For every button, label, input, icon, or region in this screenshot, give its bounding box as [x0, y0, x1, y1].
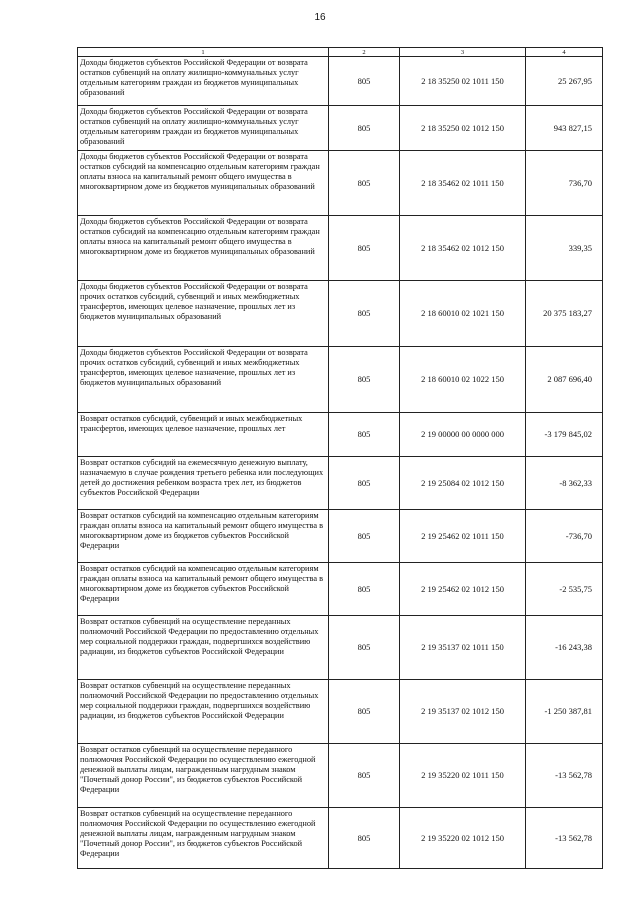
row-budget-classification-code: 2 18 60010 02 1021 150: [400, 281, 526, 347]
row-description: Доходы бюджетов субъектов Российской Федерации от возврата остатков субсидий на компенсацию отдельным категориям граждан оплаты взноса на капитальный ремонт общего имущества в многоквартирном доме из бюджетов муниципальных образований: [78, 216, 329, 281]
table-row: [78, 744, 603, 808]
table-row: [78, 57, 603, 106]
budget-revenue-table: [77, 47, 603, 869]
row-admin-code: 805: [329, 457, 400, 510]
row-amount: -2 535,75: [526, 563, 603, 616]
row-admin-code: 805: [329, 616, 400, 680]
table-row: [78, 808, 603, 869]
table-row: [78, 457, 603, 510]
row-amount: 339,35: [526, 216, 603, 281]
row-admin-code: 805: [329, 281, 400, 347]
column-header-2: 2: [329, 48, 400, 57]
row-description: Возврат остатков субвенций на осуществление переданного полномочия Российской Федерации по осуществлению ежегодной денежной выплаты лицам, награжденным нагрудным знаком "Почетный донор России", из бюджетов субъектов Российской Федерации: [78, 808, 329, 869]
row-description: Возврат остатков субсидий на компенсацию отдельным категориям граждан оплаты взноса на капитальный ремонт общего имущества в многоквартирном доме из бюджетов субъектов Российской Федерации: [78, 510, 329, 563]
row-admin-code: 805: [329, 57, 400, 106]
row-budget-classification-code: 2 18 60010 02 1022 150: [400, 347, 526, 413]
row-description: Возврат остатков субвенций на осуществление переданных полномочий Российской Федерации по предоставлению отдельных мер социальной поддержки граждан, подвергшихся воздействию радиации, из бюджетов субъектов Российской Федерации: [78, 616, 329, 680]
row-admin-code: 805: [329, 563, 400, 616]
row-amount: -3 179 845,02: [526, 413, 603, 457]
row-amount: -13 562,78: [526, 808, 603, 869]
table-row: [78, 347, 603, 413]
row-description: Доходы бюджетов субъектов Российской Федерации от возврата прочих остатков субсидий, субвенций и иных межбюджетных трансфертов, имеющих целевое назначение, прошлых лет из бюджетов муниципальных образований: [78, 281, 329, 347]
table-header-row: [78, 48, 603, 57]
row-description: Возврат остатков субвенций на осуществление переданного полномочия Российской Федерации по осуществлению ежегодной денежной выплаты лицам, награжденным нагрудным знаком "Почетный донор России", из бюджетов субъектов Российской Федерации: [78, 744, 329, 808]
row-amount: 943 827,15: [526, 106, 603, 151]
row-budget-classification-code: 2 19 35220 02 1011 150: [400, 744, 526, 808]
page-number: 16: [314, 12, 326, 23]
row-amount: 25 267,95: [526, 57, 603, 106]
table-row: [78, 151, 603, 216]
row-amount: -736,70: [526, 510, 603, 563]
row-budget-classification-code: 2 19 35220 02 1012 150: [400, 808, 526, 869]
column-header-4: 4: [526, 48, 603, 57]
row-amount: -13 562,78: [526, 744, 603, 808]
table-row: [78, 216, 603, 281]
table-row: [78, 281, 603, 347]
row-description: Доходы бюджетов субъектов Российской Федерации от возврата остатков субвенций на оплату жилищно-коммунальных услуг отдельным категориям граждан из бюджетов муниципальных образований: [78, 106, 329, 151]
table-row: [78, 563, 603, 616]
table-row: [78, 616, 603, 680]
row-budget-classification-code: 2 18 35462 02 1012 150: [400, 216, 526, 281]
row-admin-code: 805: [329, 680, 400, 744]
row-admin-code: 805: [329, 216, 400, 281]
row-budget-classification-code: 2 19 25084 02 1012 150: [400, 457, 526, 510]
row-admin-code: 805: [329, 808, 400, 869]
row-budget-classification-code: 2 19 35137 02 1012 150: [400, 680, 526, 744]
row-description: Возврат остатков субсидий на компенсацию отдельным категориям граждан оплаты взноса на капитальный ремонт общего имущества в многоквартирном доме из бюджетов субъектов Российской Федерации: [78, 563, 329, 616]
row-description: Доходы бюджетов субъектов Российской Федерации от возврата остатков субсидий на компенсацию отдельным категориям граждан оплаты взноса на капитальный ремонт общего имущества в многоквартирном доме из бюджетов муниципальных образований: [78, 151, 329, 216]
row-description: Доходы бюджетов субъектов Российской Федерации от возврата прочих остатков субсидий, субвенций и иных межбюджетных трансфертов, имеющих целевое назначение, прошлых лет из бюджетов муниципальных образований: [78, 347, 329, 413]
row-budget-classification-code: 2 19 00000 00 0000 000: [400, 413, 526, 457]
row-amount: 736,70: [526, 151, 603, 216]
row-admin-code: 805: [329, 347, 400, 413]
row-admin-code: 805: [329, 151, 400, 216]
row-amount: 20 375 183,27: [526, 281, 603, 347]
row-budget-classification-code: 2 19 25462 02 1012 150: [400, 563, 526, 616]
row-amount: -8 362,33: [526, 457, 603, 510]
row-description: Доходы бюджетов субъектов Российской Федерации от возврата остатков субвенций на оплату жилищно-коммунальных услуг отдельным категориям граждан из бюджетов муниципальных образований: [78, 57, 329, 106]
table-row: [78, 106, 603, 151]
row-description: Возврат остатков субвенций на осуществление переданных полномочий Российской Федерации по предоставлению отдельных мер социальной поддержки граждан, подвергшихся воздействию радиации, из бюджетов субъектов Российской Федерации: [78, 680, 329, 744]
row-budget-classification-code: 2 18 35250 02 1011 150: [400, 57, 526, 106]
column-header-1: 1: [78, 48, 329, 57]
row-budget-classification-code: 2 19 25462 02 1011 150: [400, 510, 526, 563]
table-row: [78, 413, 603, 457]
row-admin-code: 805: [329, 413, 400, 457]
row-amount: -1 250 387,81: [526, 680, 603, 744]
row-admin-code: 805: [329, 510, 400, 563]
row-description: Возврат остатков субсидий, субвенций и иных межбюджетных трансфертов, имеющих целевое назначение, прошлых лет: [78, 413, 329, 457]
row-amount: -16 243,38: [526, 616, 603, 680]
row-budget-classification-code: 2 18 35250 02 1012 150: [400, 106, 526, 151]
row-budget-classification-code: 2 19 35137 02 1011 150: [400, 616, 526, 680]
column-header-3: 3: [400, 48, 526, 57]
row-admin-code: 805: [329, 106, 400, 151]
row-admin-code: 805: [329, 744, 400, 808]
row-budget-classification-code: 2 18 35462 02 1011 150: [400, 151, 526, 216]
row-description: Возврат остатков субсидий на ежемесячную денежную выплату, назначаемую в случае рождения третьего ребенка или последующих детей до достижения ребенком возраста трех лет, из бюджетов субъектов Российской Федерации: [78, 457, 329, 510]
table-row: [78, 510, 603, 563]
table-row: [78, 680, 603, 744]
row-amount: 2 087 696,40: [526, 347, 603, 413]
